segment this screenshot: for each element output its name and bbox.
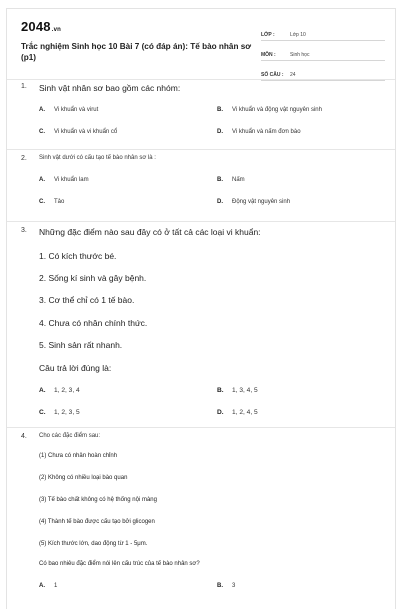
statement: (2) Không có nhiều loại bào quan (39, 475, 128, 481)
answer-option-d[interactable]: D. 1, 2, 4, 5 (217, 409, 258, 416)
document-header (21, 17, 383, 78)
meta-value: Lớp 10 (290, 32, 306, 38)
answer-prompt: Có bao nhiêu đặc điểm nói lên cấu trúc của tế bào nhân sơ? (39, 561, 200, 567)
question-number: 1. (21, 83, 27, 90)
document-title: Trắc nghiệm Sinh học 10 Bài 7 (có đáp án): Tế bào nhân sơ (p1) (21, 42, 252, 62)
question-text: Sinh vật nhân sơ bao gồm các nhóm: (39, 83, 181, 93)
question-2 (21, 155, 383, 205)
answer-option-d[interactable]: D. Động vật nguyên sinh (217, 199, 291, 205)
statement: (4) Thành tế bào được cấu tạo bởi glicogen (39, 519, 155, 525)
statement: 2. Sống kí sinh và gây bệnh. (39, 273, 147, 283)
meta-row-subject (261, 43, 385, 61)
question-1 (21, 83, 383, 135)
statement: (5) Kích thước lớn, dao động từ 1 - 5μm. (39, 541, 148, 547)
statement: 5. Sinh sản rất nhanh. (39, 340, 123, 350)
question-text: Cho các đặc điểm sau: (39, 433, 101, 439)
meta-label: SỐ CÂU : (261, 72, 284, 78)
answer-option-c[interactable]: C. Tảo (39, 199, 65, 205)
meta-label: MÔN : (261, 52, 276, 58)
answer-option-a[interactable]: A. Vi khuẩn lam (39, 177, 89, 183)
statement: 3. Cơ thể chỉ có 1 tế bào. (39, 295, 135, 305)
answer-option-b[interactable]: B. 1, 3, 4, 5 (217, 387, 258, 394)
meta-value: 24 (290, 72, 296, 78)
question-text: Những đặc điểm nào sau đây có ở tất cả các loại vi khuẩn: (39, 227, 261, 237)
divider (7, 149, 395, 150)
answer-option-b[interactable]: B. Nấm (217, 177, 245, 183)
answer-option-a[interactable]: A. 1, 2, 3, 4 (39, 387, 80, 394)
document-page (6, 8, 396, 609)
question-number: 2. (21, 155, 27, 162)
answer-option-b[interactable]: B. 3 (217, 583, 236, 589)
question-text: Sinh vật dưới có cấu tạo tế bào nhân sơ là : (39, 155, 156, 161)
statement: 4. Chưa có nhân chính thức. (39, 318, 148, 328)
answer-option-a[interactable]: A. 1 (39, 583, 58, 589)
divider (7, 79, 395, 80)
answer-option-d[interactable]: D. Vi khuẩn và nấm đơn bào (217, 129, 301, 135)
meta-value: Sinh học (290, 52, 310, 58)
answer-prompt: Câu trả lời đúng là: (39, 363, 112, 373)
answer-option-b[interactable]: B. Vi khuẩn và động vật nguyên sinh (217, 107, 322, 113)
statement: (3) Tế bào chất không có hệ thống nội màng (39, 497, 157, 503)
statement: (1) Chưa có nhân hoàn chỉnh (39, 453, 118, 459)
divider (7, 427, 395, 428)
meta-row-class (261, 23, 385, 41)
answer-option-c[interactable]: C. 1, 2, 3, 5 (39, 409, 80, 416)
question-number: 4. (21, 433, 27, 440)
question-number: 3. (21, 227, 27, 234)
question-4 (21, 433, 383, 589)
statement: 1. Có kích thước bé. (39, 251, 117, 261)
answer-option-c[interactable]: C. Vi khuẩn và vi khuẩn cổ (39, 129, 118, 135)
divider (7, 221, 395, 222)
question-3 (21, 227, 383, 416)
meta-label: LỚP : (261, 32, 275, 38)
site-logo[interactable]: 2048.vn (21, 19, 62, 34)
answer-option-a[interactable]: A. Vi khuẩn và virut (39, 107, 99, 113)
document-meta (261, 23, 385, 83)
